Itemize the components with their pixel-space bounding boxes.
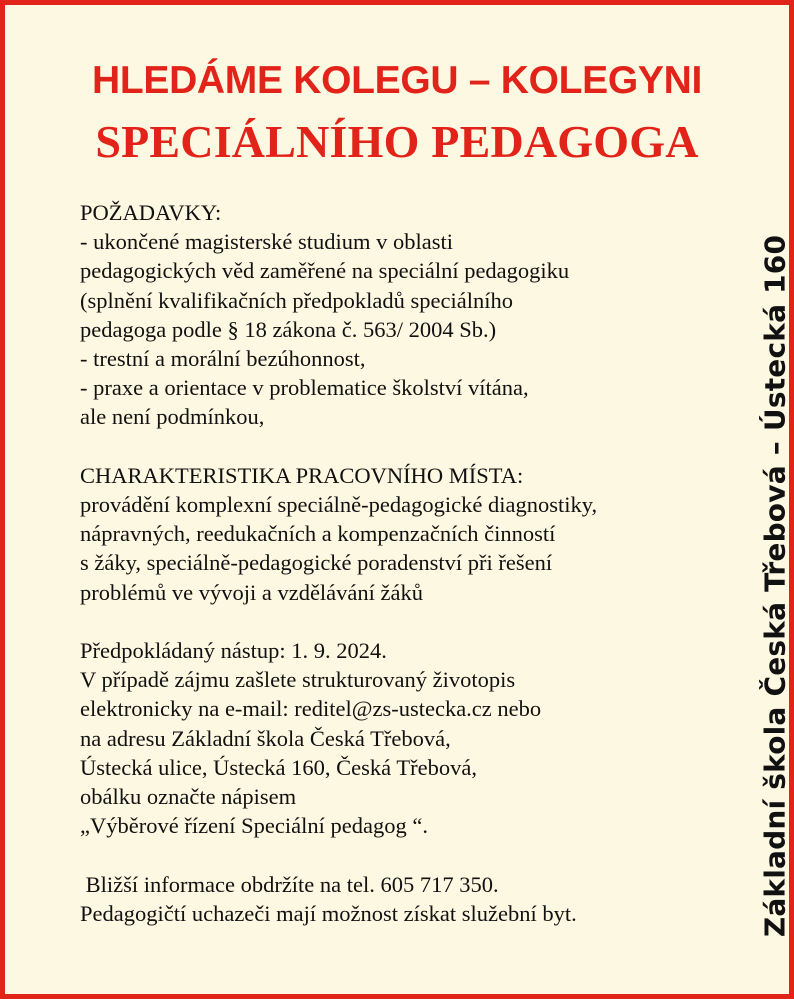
requirements-line: pedagogických věd zaměřené na speciální pedagogiku bbox=[80, 258, 570, 284]
requirements-title: POŽADAVKY: bbox=[80, 200, 222, 225]
application-line: Ústecká ulice, Ústecká 160, Česká Třebová, bbox=[80, 754, 477, 780]
requirements-line: ale není podmínkou, bbox=[80, 404, 265, 430]
job-description-line: nápravných, reedukačních a kompenzačních činností bbox=[80, 521, 556, 547]
job-description-line: s žáky, speciálně-pedagogické poradenství při řešení bbox=[80, 550, 553, 576]
job-description-title: CHARAKTERISTIKA PRACOVNÍHO MÍSTA: bbox=[80, 462, 524, 488]
school-side-label: Základní škola Česká Třebová – Ústecká 160 bbox=[758, 234, 792, 938]
application-section bbox=[80, 636, 735, 840]
application-line: obálku označte nápisem bbox=[80, 784, 297, 810]
requirements-line: (splnění kvalifikačních předpokladů speciálního bbox=[80, 287, 513, 313]
requirements-line: pedagoga podle § 18 zákona č. 563/ 2004 Sb.) bbox=[80, 316, 497, 342]
requirements-line: - ukončené magisterské studium v oblasti bbox=[80, 229, 454, 255]
application-line: V případě zájmu zašlete strukturovaný životopis bbox=[80, 667, 516, 693]
info-line: Pedagogičtí uchazeči mají možnost získat služební byt. bbox=[80, 900, 577, 926]
requirements-section bbox=[80, 198, 735, 432]
job-description-section bbox=[80, 461, 735, 607]
headline-line-1: HLEDÁME KOLEGU – KOLEGYNI bbox=[91, 59, 703, 102]
job-description-line: problémů ve vývoji a vzdělávání žáků bbox=[80, 579, 424, 605]
info-section bbox=[80, 870, 735, 928]
application-line: „Výběrové řízení Speciální pedagog “. bbox=[80, 813, 428, 839]
section-spacer bbox=[80, 607, 735, 636]
job-description-line: provádění komplexní speciálně-pedagogické diagnostiky, bbox=[80, 492, 598, 518]
application-line: elektronicky na e-mail: reditel@zs-ustecka.cz nebo bbox=[80, 696, 542, 722]
requirements-line: - trestní a morální bezúhonnost, bbox=[80, 346, 366, 372]
poster-body bbox=[80, 198, 735, 928]
section-spacer bbox=[80, 840, 735, 869]
info-line: Bližší informace obdržíte na tel. 605 717 350. bbox=[80, 871, 499, 897]
section-spacer bbox=[80, 432, 735, 461]
requirements-line: - praxe a orientace v problematice školství vítána, bbox=[80, 375, 529, 401]
application-line: Předpokládaný nástup: 1. 9. 2024. bbox=[80, 638, 387, 664]
application-line: na adresu Základní škola Česká Třebová, bbox=[80, 725, 451, 751]
headline-line-2: SPECIÁLNÍHO PEDAGOGA bbox=[95, 116, 699, 167]
